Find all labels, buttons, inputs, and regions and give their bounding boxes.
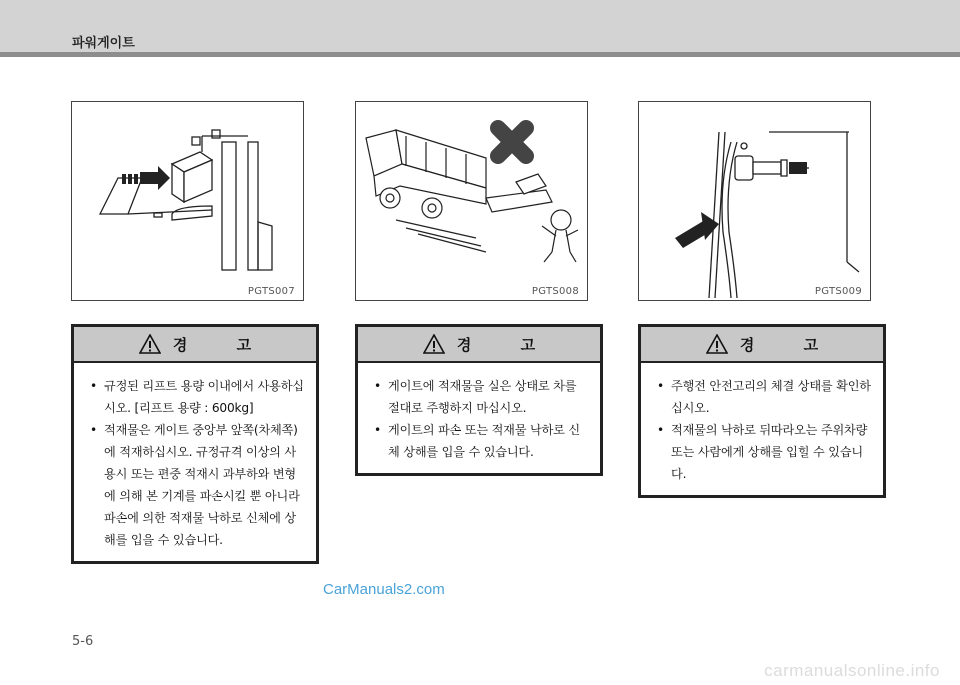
header-divider: [0, 52, 960, 57]
truck-illustration: [356, 102, 588, 301]
warning-item: • 적재물의 낙하로 뒤따라오는 주위차량 또는 사람에게 상해를 입힐 수 있습니다.: [657, 419, 873, 485]
warning-body: [74, 363, 316, 561]
figure-code: PGTS008: [531, 286, 579, 297]
warning-triangle-icon: [423, 334, 445, 354]
warning-header: [358, 327, 600, 363]
warning-body: [358, 363, 600, 473]
figure-safety-hook: [638, 101, 871, 301]
warning-title: 경 고: [739, 335, 841, 354]
section-title: 파워게이트: [72, 36, 135, 51]
figure-lift-capacity: [71, 101, 304, 301]
warning-title: 경 고: [456, 335, 558, 354]
warning-body: [641, 363, 883, 495]
figure-code: PGTS009: [814, 286, 862, 297]
figure-no-driving-loaded: [355, 101, 588, 301]
warning-item: • 규정된 리프트 용량 이내에서 사용하십시오. [리프트 용량 : 600kg]: [90, 375, 306, 419]
warning-box-no-driving: [355, 324, 603, 476]
warning-triangle-icon: [139, 334, 161, 354]
figure-code: PGTS007: [247, 286, 295, 297]
warning-item: • 주행전 안전고리의 체결 상태를 확인하십시오.: [657, 375, 873, 419]
warning-title: 경 고: [172, 335, 274, 354]
warning-box-lift-capacity: [71, 324, 319, 564]
warning-item: • 적재물은 게이트 중앙부 앞쪽(차체쪽)에 적재하십시오. 규정규격 이상의 사용시 또는 편중 적재시 과부하와 변형에 의해 본 기계를 파손시킬 뿐 아니라 파손에 의한 적재물 낙하로 신체에 상해를 입을 수 있습니다.: [90, 419, 306, 551]
watermark-link[interactable]: CarManuals2.com: [323, 581, 445, 598]
page-number: 5-6: [72, 634, 94, 649]
warning-header: [641, 327, 883, 363]
safety-hook-illustration: [639, 102, 871, 301]
warning-item: • 게이트의 파손 또는 적재물 낙하로 신체 상해를 입을 수 있습니다.: [374, 419, 590, 463]
warning-box-safety-hook: [638, 324, 886, 498]
footer-watermark: carmanualsonline.info: [764, 661, 940, 680]
lift-gate-illustration: [72, 102, 304, 301]
warning-header: [74, 327, 316, 363]
warning-triangle-icon: [706, 334, 728, 354]
warning-item: • 게이트에 적재물을 실은 상태로 차를 절대로 주행하지 마십시오.: [374, 375, 590, 419]
header-bar: [0, 0, 960, 52]
